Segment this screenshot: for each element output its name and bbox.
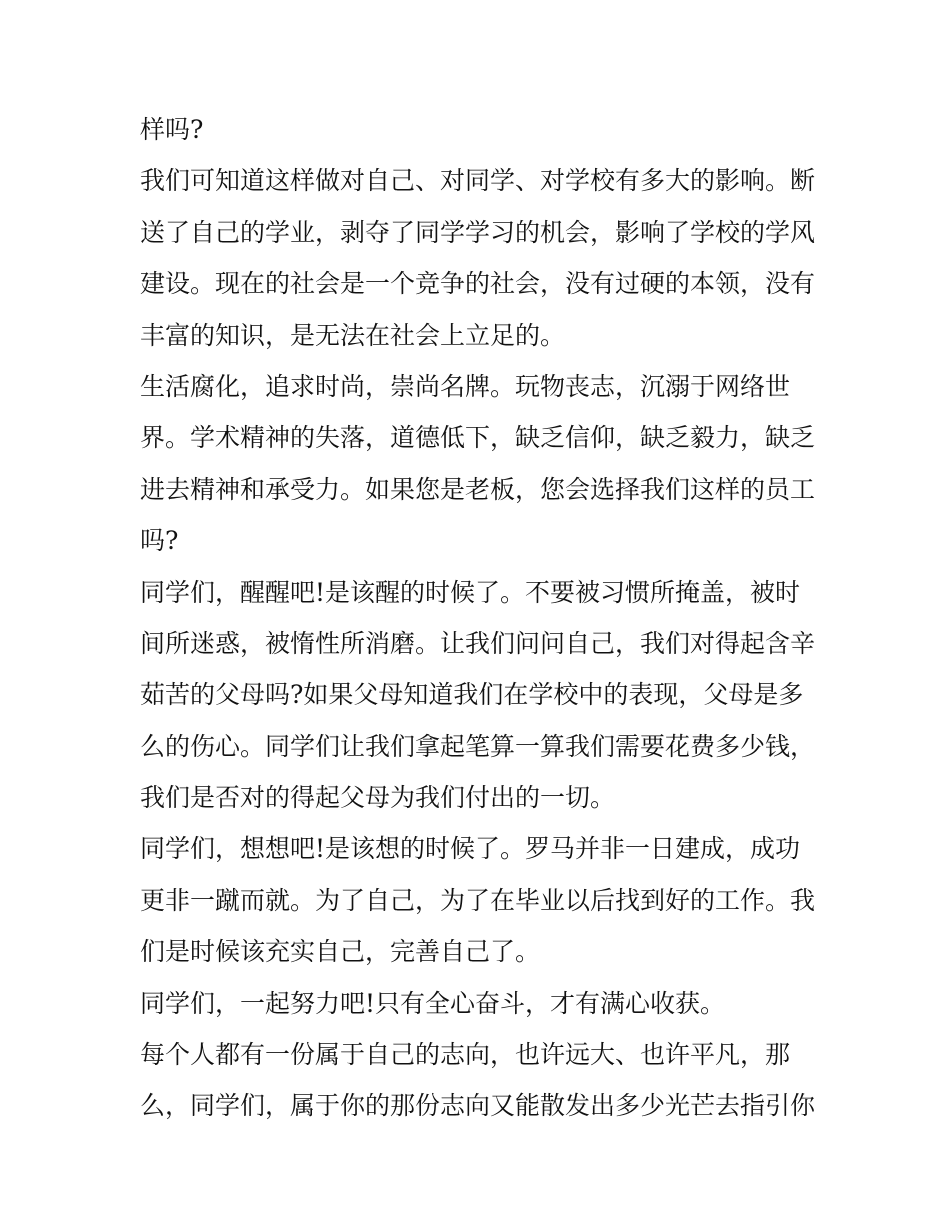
text-line: 间所迷惑，被惰性所消磨。让我们问问自己，我们对得起含辛 bbox=[140, 628, 816, 658]
text-line: 更非一蹴而就。为了自己，为了在毕业以后找到好的工作。我 bbox=[140, 885, 816, 915]
text-line: 建设。现在的社会是一个竞争的社会，没有过硬的本领，没有 bbox=[140, 269, 816, 299]
text-line: 丰富的知识，是无法在社会上立足的。 bbox=[140, 320, 566, 350]
text-line: 同学们，想想吧!是该想的时候了。罗马并非一日建成，成功 bbox=[140, 834, 801, 864]
text-line: 茹苦的父母吗?如果父母知道我们在学校中的表现，父母是多 bbox=[140, 680, 804, 710]
text-line: 我们可知道这样做对自己、对同学、对学校有多大的影响。断 bbox=[140, 166, 816, 196]
text-line: 每个人都有一份属于自己的志向，也许远大、也许平凡，那 bbox=[140, 1040, 791, 1070]
text-line: 么，同学们，属于你的那份志向又能散发出多少光芒去指引你 bbox=[140, 1091, 816, 1121]
text-line: 我们是否对的得起父母为我们付出的一切。 bbox=[140, 783, 616, 813]
text-line: 送了自己的学业，剥夺了同学学习的机会，影响了学校的学风 bbox=[140, 217, 816, 247]
text-line: 生活腐化，追求时尚，崇尚名牌。玩物丧志，沉溺于网络世 bbox=[140, 371, 791, 401]
text-line: 样吗? bbox=[140, 115, 204, 144]
text-line: 同学们，一起努力吧!只有全心奋斗，才有满心收获。 bbox=[140, 988, 726, 1018]
text-line: 同学们，醒醒吧!是该醒的时候了。不要被习惯所掩盖，被时 bbox=[140, 577, 801, 607]
text-line: 们是时候该充实自己，完善自己了。 bbox=[140, 937, 541, 967]
text-line: 么的伤心。同学们让我们拿起笔算一算我们需要花费多少钱， bbox=[140, 731, 816, 761]
body-text bbox=[140, 104, 820, 1132]
text-line: 进去精神和承受力。如果您是老板，您会选择我们这样的员工 bbox=[140, 474, 816, 504]
text-line: 界。学术精神的失落，道德低下，缺乏信仰，缺乏毅力，缺乏 bbox=[140, 423, 816, 453]
text-line: 吗? bbox=[140, 526, 179, 556]
